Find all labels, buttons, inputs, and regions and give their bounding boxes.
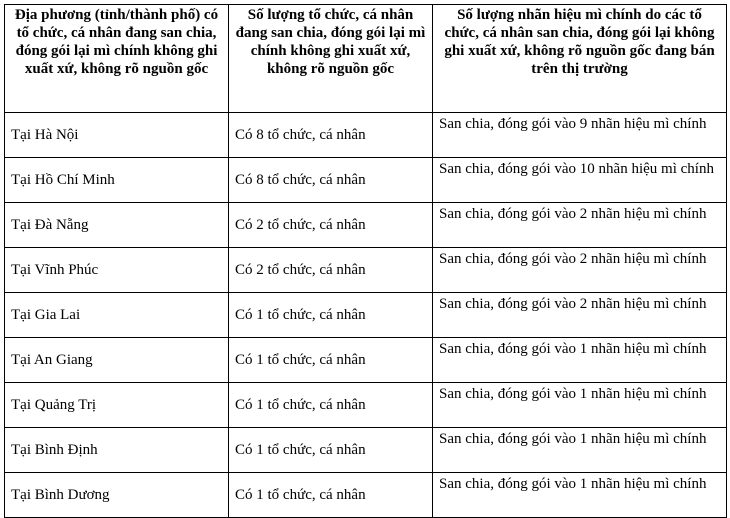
cell-brands: San chia, đóng gói vào 1 nhãn hiệu mì chính bbox=[433, 338, 727, 383]
cell-brands: San chia, đóng gói vào 10 nhãn hiệu mì chính bbox=[433, 158, 727, 203]
cell-orgs: Có 1 tổ chức, cá nhân bbox=[229, 338, 433, 383]
table-row bbox=[5, 293, 727, 338]
header-location: Địa phương (tỉnh/thành phố) có tổ chức, cá nhân đang san chia, đóng gói lại mì chính không ghi xuất xứ, không rõ nguồn gốc bbox=[5, 5, 229, 113]
msg-table bbox=[4, 4, 727, 518]
cell-location: Tại Đà Nẵng bbox=[5, 203, 229, 248]
table-row bbox=[5, 113, 727, 158]
header-org-count: Số lượng tổ chức, cá nhân đang san chia, đóng gói lại mì chính không ghi xuất xứ, không rõ nguồn gốc bbox=[229, 5, 433, 113]
cell-orgs: Có 1 tổ chức, cá nhân bbox=[229, 473, 433, 518]
cell-location: Tại An Giang bbox=[5, 338, 229, 383]
table-row bbox=[5, 383, 727, 428]
cell-brands: San chia, đóng gói vào 9 nhãn hiệu mì chính bbox=[433, 113, 727, 158]
cell-brands: San chia, đóng gói vào 2 nhãn hiệu mì chính bbox=[433, 293, 727, 338]
cell-brands: San chia, đóng gói vào 2 nhãn hiệu mì chính bbox=[433, 203, 727, 248]
cell-location: Tại Hồ Chí Minh bbox=[5, 158, 229, 203]
cell-location: Tại Quảng Trị bbox=[5, 383, 229, 428]
cell-location: Tại Vĩnh Phúc bbox=[5, 248, 229, 293]
cell-orgs: Có 1 tổ chức, cá nhân bbox=[229, 428, 433, 473]
header-row bbox=[5, 5, 727, 113]
cell-brands: San chia, đóng gói vào 2 nhãn hiệu mì chính bbox=[433, 248, 727, 293]
cell-brands: San chia, đóng gói vào 1 nhãn hiệu mì chính bbox=[433, 383, 727, 428]
cell-orgs: Có 2 tổ chức, cá nhân bbox=[229, 203, 433, 248]
table-row bbox=[5, 248, 727, 293]
table-row bbox=[5, 338, 727, 383]
cell-location: Tại Bình Định bbox=[5, 428, 229, 473]
cell-location: Tại Gia Lai bbox=[5, 293, 229, 338]
cell-brands: San chia, đóng gói vào 1 nhãn hiệu mì chính bbox=[433, 428, 727, 473]
table-row bbox=[5, 428, 727, 473]
table-row bbox=[5, 203, 727, 248]
cell-location: Tại Bình Dương bbox=[5, 473, 229, 518]
cell-orgs: Có 1 tổ chức, cá nhân bbox=[229, 383, 433, 428]
cell-orgs: Có 8 tổ chức, cá nhân bbox=[229, 113, 433, 158]
table-row bbox=[5, 473, 727, 518]
cell-orgs: Có 1 tổ chức, cá nhân bbox=[229, 293, 433, 338]
cell-orgs: Có 2 tổ chức, cá nhân bbox=[229, 248, 433, 293]
header-brand-count: Số lượng nhãn hiệu mì chính do các tổ chức, cá nhân san chia, đóng gói lại không ghi xuất xứ, không rõ nguồn gốc đang bán trên thị trường bbox=[433, 5, 727, 113]
cell-location: Tại Hà Nội bbox=[5, 113, 229, 158]
table-row bbox=[5, 158, 727, 203]
cell-orgs: Có 8 tổ chức, cá nhân bbox=[229, 158, 433, 203]
cell-brands: San chia, đóng gói vào 1 nhãn hiệu mì chính bbox=[433, 473, 727, 518]
